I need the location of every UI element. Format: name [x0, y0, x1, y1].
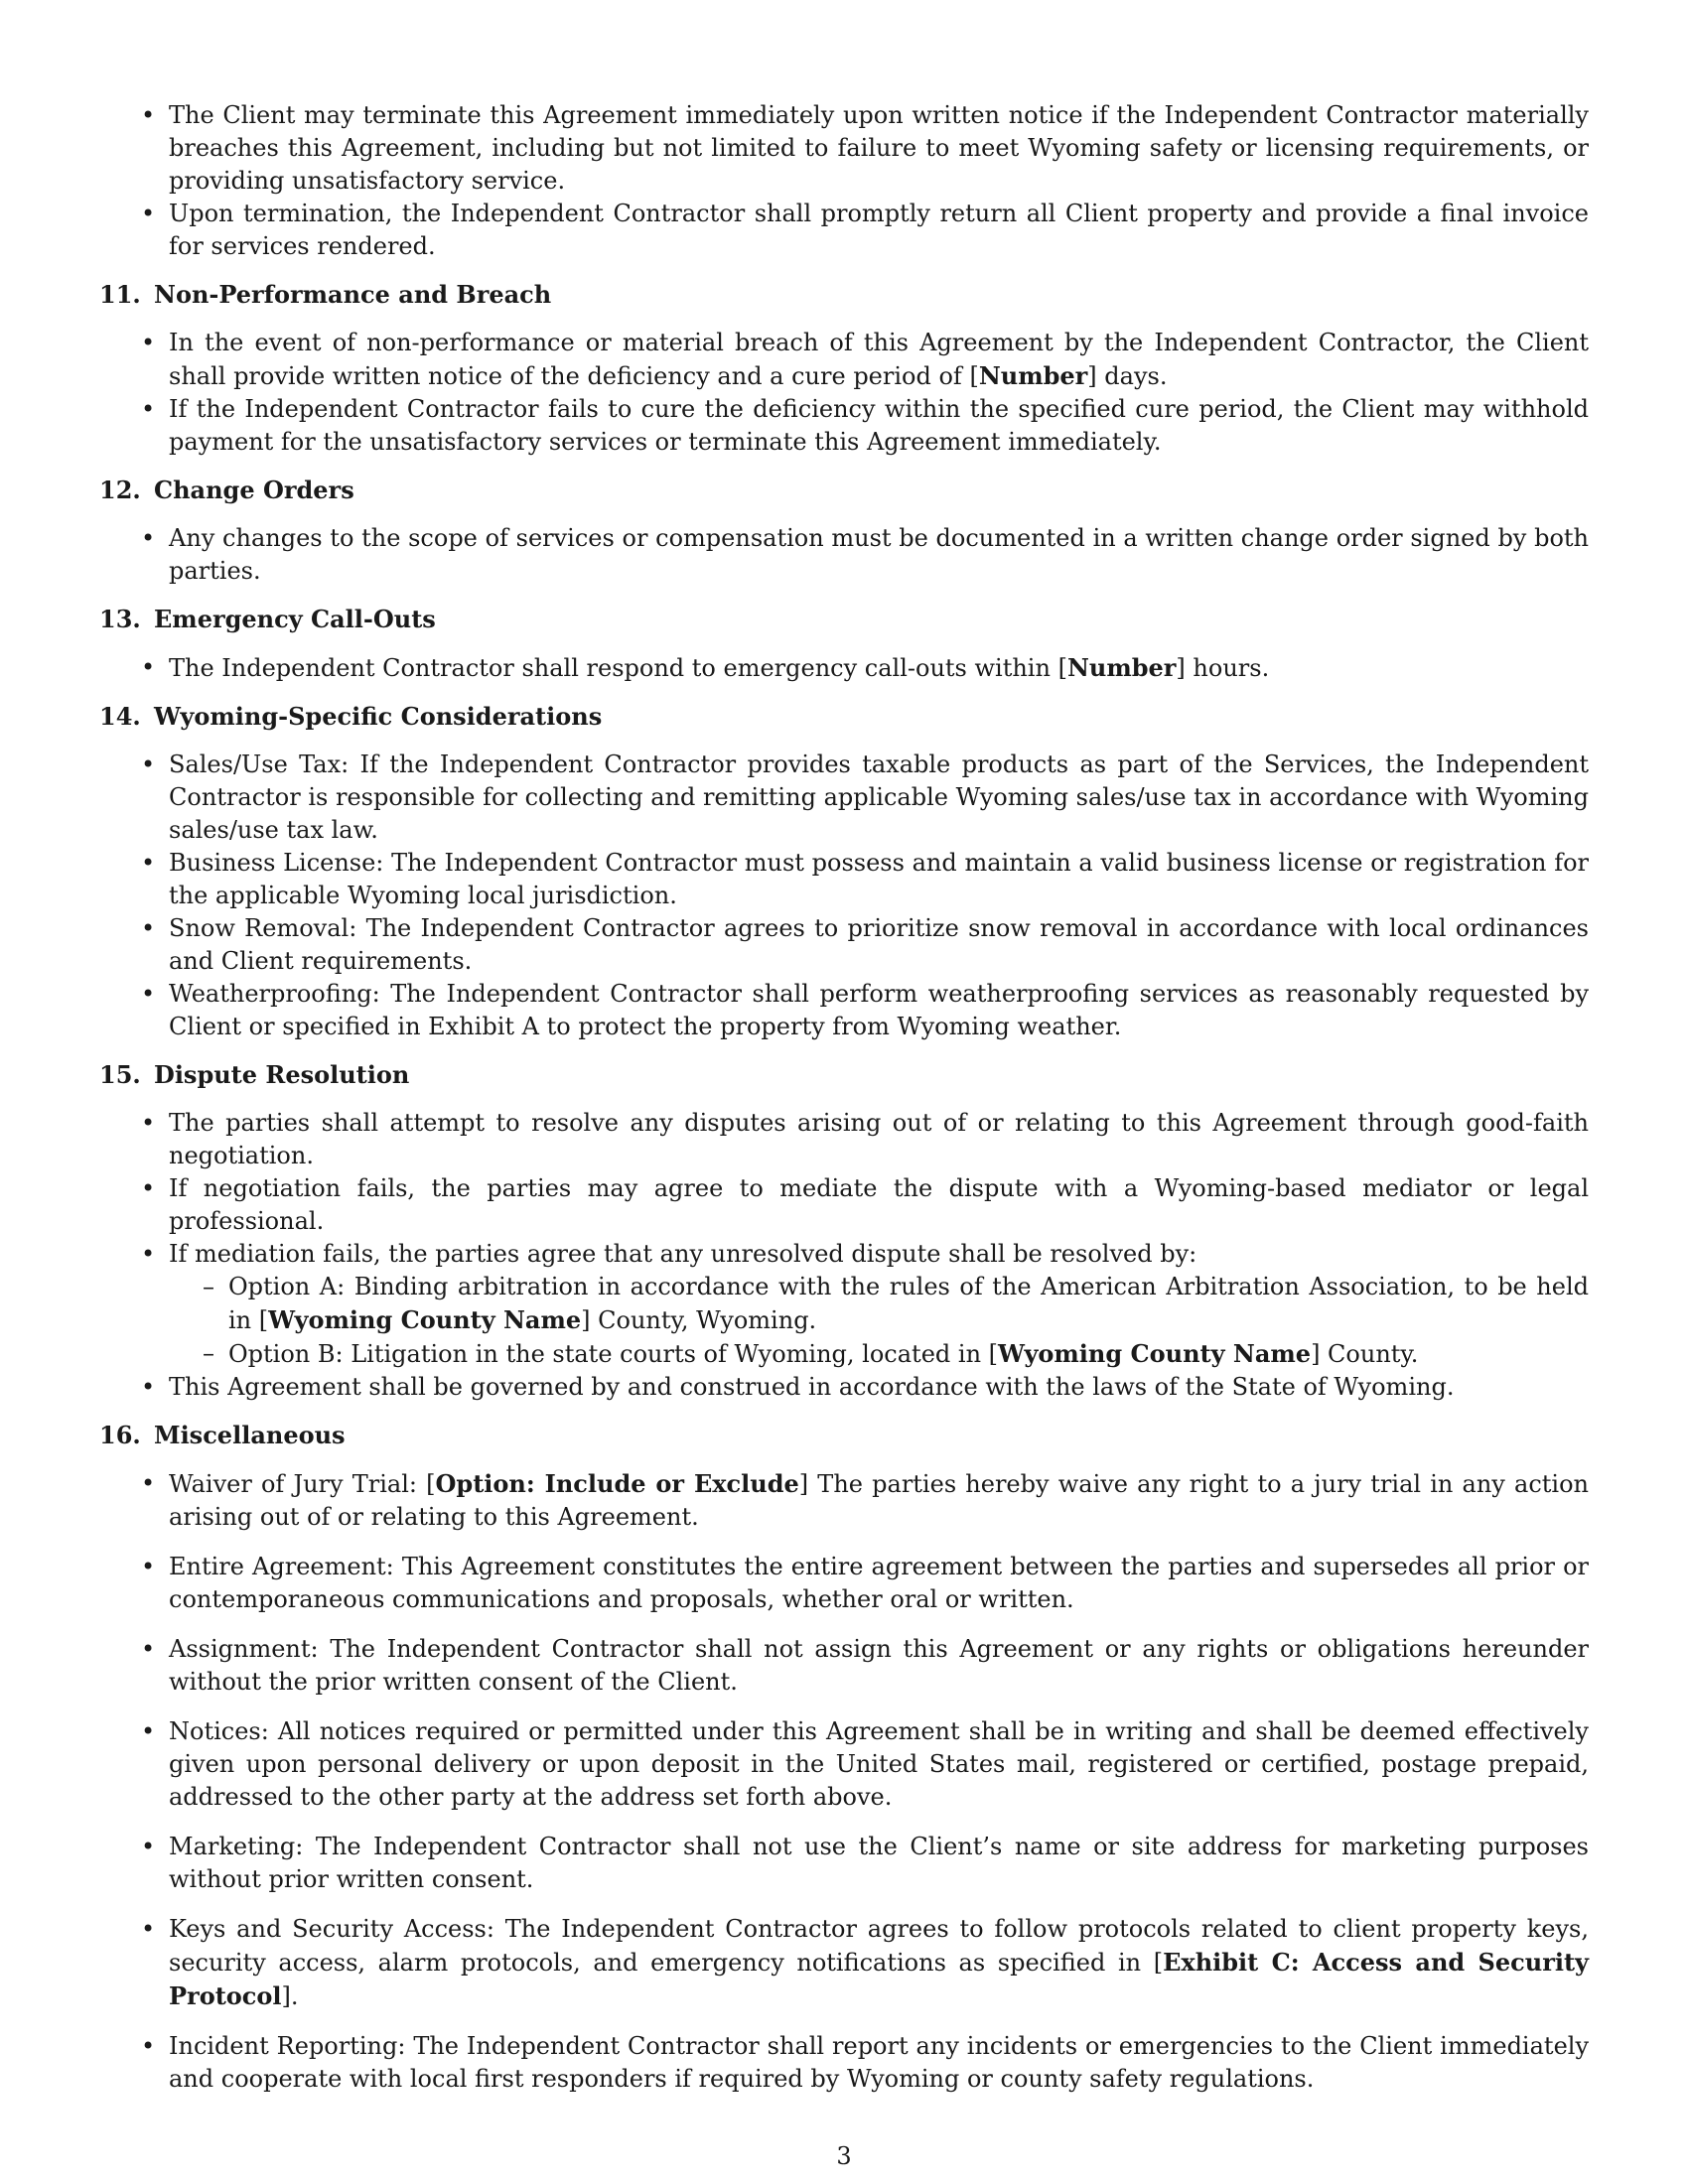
list-item: • Weatherproofing: The Independent Contractor shall perform weatherproofing services as reasonably requested by Client or specified in Exhibit A to protect the property from Wyoming weather. [99, 978, 1589, 1043]
dispute-options-list [169, 1271, 1589, 1371]
list-item: • If negotiation fails, the parties may agree to mediate the dispute with a Wyoming-based mediator or legal professional. [99, 1172, 1589, 1238]
section-number: 11. [99, 280, 141, 309]
list-item [99, 1913, 1589, 2013]
section-heading-12 [99, 474, 1589, 506]
text-span: ] hours. [1176, 654, 1270, 682]
list-item: • This Agreement shall be governed by and construed in accordance with the laws of the State of Wyoming. [99, 1371, 1589, 1404]
text-span: ] The parties hereby waive any right to a jury trial in any action arising out of or relating to this Agreement. [169, 1470, 1589, 1531]
list-item: • Sales/Use Tax: If the Independent Contractor provides taxable products as part of the Services, the Independent Contractor is responsible for collecting and remitting applicable Wyoming sales/use tax in accordance with Wyoming sales/use tax law. [99, 749, 1589, 847]
section-title: Miscellaneous [154, 1421, 346, 1449]
list-item [99, 1238, 1589, 1371]
page-number: 3 [836, 2142, 852, 2170]
section-13-list [99, 651, 1589, 685]
text-span: ]. [281, 1982, 299, 2010]
placeholder-field: Number [1066, 653, 1177, 682]
placeholder-field: Wyoming County Name [268, 1305, 582, 1334]
list-item: • Entire Agreement: This Agreement constitutes the entire agreement between the parties and supersedes all prior or contemporaneous communications and proposals, whether oral or written. [99, 1551, 1589, 1616]
section-title: Dispute Resolution [154, 1060, 410, 1089]
text-span: ] County, Wyoming. [581, 1306, 817, 1334]
list-item: • Any changes to the scope of services or compensation must be documented in a written change order signed by both parties. [99, 522, 1589, 588]
list-item [99, 327, 1589, 393]
list-item: • Upon termination, the Independent Contractor shall promptly return all Client property and provide a final invoice for services rendered. [99, 198, 1589, 263]
placeholder-field: Option: Include or Exclude [435, 1469, 799, 1498]
text-span: Option A: Binding arbitration in accordance with the rules of the American Arbitration Association, to be held in [ [228, 1273, 1589, 1334]
text-span: ] County. [1311, 1340, 1419, 1368]
section-heading-13 [99, 603, 1589, 635]
section-number: 14. [99, 702, 141, 731]
section-title: Wyoming-Specific Considerations [154, 702, 603, 731]
section-title: Change Orders [154, 476, 354, 504]
list-item: • Marketing: The Independent Contractor shall not use the Client’s name or site address for marketing purposes without prior written consent. [99, 1831, 1589, 1896]
placeholder-field: Exhibit C: Access and Security Protocol [169, 1948, 1590, 2010]
section-heading-15 [99, 1058, 1589, 1091]
list-item [99, 651, 1589, 685]
option-a [169, 1271, 1589, 1337]
section-heading-11 [99, 278, 1589, 311]
section-14-list [99, 749, 1589, 1043]
document-body [99, 99, 1589, 2113]
section-title: Non-Performance and Breach [154, 280, 552, 309]
section-11-list [99, 327, 1589, 459]
section-number: 15. [99, 1060, 141, 1089]
text-span: Option B: Litigation in the state courts of Wyoming, located in [ [228, 1340, 999, 1368]
placeholder-field: Wyoming County Name [998, 1339, 1312, 1368]
list-item [99, 1467, 1589, 1534]
text-span: ] days. [1087, 362, 1168, 390]
section-15-list [99, 1107, 1589, 1404]
list-item: • Snow Removal: The Independent Contractor agrees to prioritize snow removal in accordance with local ordinances and Client requirements. [99, 912, 1589, 978]
termination-continued-list [99, 99, 1589, 263]
section-number: 16. [99, 1421, 141, 1449]
text-span: The Independent Contractor shall respond to emergency call-outs within [ [169, 654, 1067, 682]
section-number: 12. [99, 476, 141, 504]
section-heading-14 [99, 700, 1589, 733]
option-b [169, 1337, 1589, 1371]
text-span: Keys and Security Access: The Independent Contractor agrees to follow protocols related to client property keys, security access, alarm protocols, and emergency notifications as specified in [ [169, 1915, 1589, 1977]
list-item: • Business License: The Independent Contractor must possess and maintain a valid business license or registration for the applicable Wyoming local jurisdiction. [99, 847, 1589, 912]
list-item: • Assignment: The Independent Contractor shall not assign this Agreement or any rights or obligations hereunder without the prior written consent of the Client. [99, 1633, 1589, 1699]
text-span: If mediation fails, the parties agree that any unresolved dispute shall be resolved by: [169, 1240, 1197, 1268]
section-12-list [99, 522, 1589, 588]
text-span: Waiver of Jury Trial: [ [169, 1470, 436, 1498]
list-item: • Incident Reporting: The Independent Contractor shall report any incidents or emergencies to the Client immediately and cooperate with local first responders if required by Wyoming or county safety regulations. [99, 2030, 1589, 2096]
placeholder-field: Number [978, 361, 1088, 390]
list-item: • The parties shall attempt to resolve any disputes arising out of or relating to this Agreement through good-faith negotiation. [99, 1107, 1589, 1172]
text-span: In the event of non-performance or material breach of this Agreement by the Independent Contractor, the Client shall provide written notice of the deficiency and a cure period of [ [169, 329, 1589, 390]
section-heading-16 [99, 1419, 1589, 1451]
list-item: • If the Independent Contractor fails to cure the deficiency within the specified cure period, the Client may withhold payment for the unsatisfactory services or terminate this Agreement immediately. [99, 393, 1589, 459]
list-item: • Notices: All notices required or permitted under this Agreement shall be in writing and shall be deemed effectively given upon personal delivery or upon deposit in the United States mail, registered or certified, postage prepaid, addressed to the other party at the address set forth above. [99, 1715, 1589, 1814]
section-number: 13. [99, 605, 141, 633]
section-16-list [99, 1467, 1589, 2096]
section-title: Emergency Call-Outs [154, 605, 436, 633]
list-item: • The Client may terminate this Agreement immediately upon written notice if the Independent Contractor materially breaches this Agreement, including but not limited to failure to meet Wyoming safety or licensing requirements, or providing unsatisfactory service. [99, 99, 1589, 198]
